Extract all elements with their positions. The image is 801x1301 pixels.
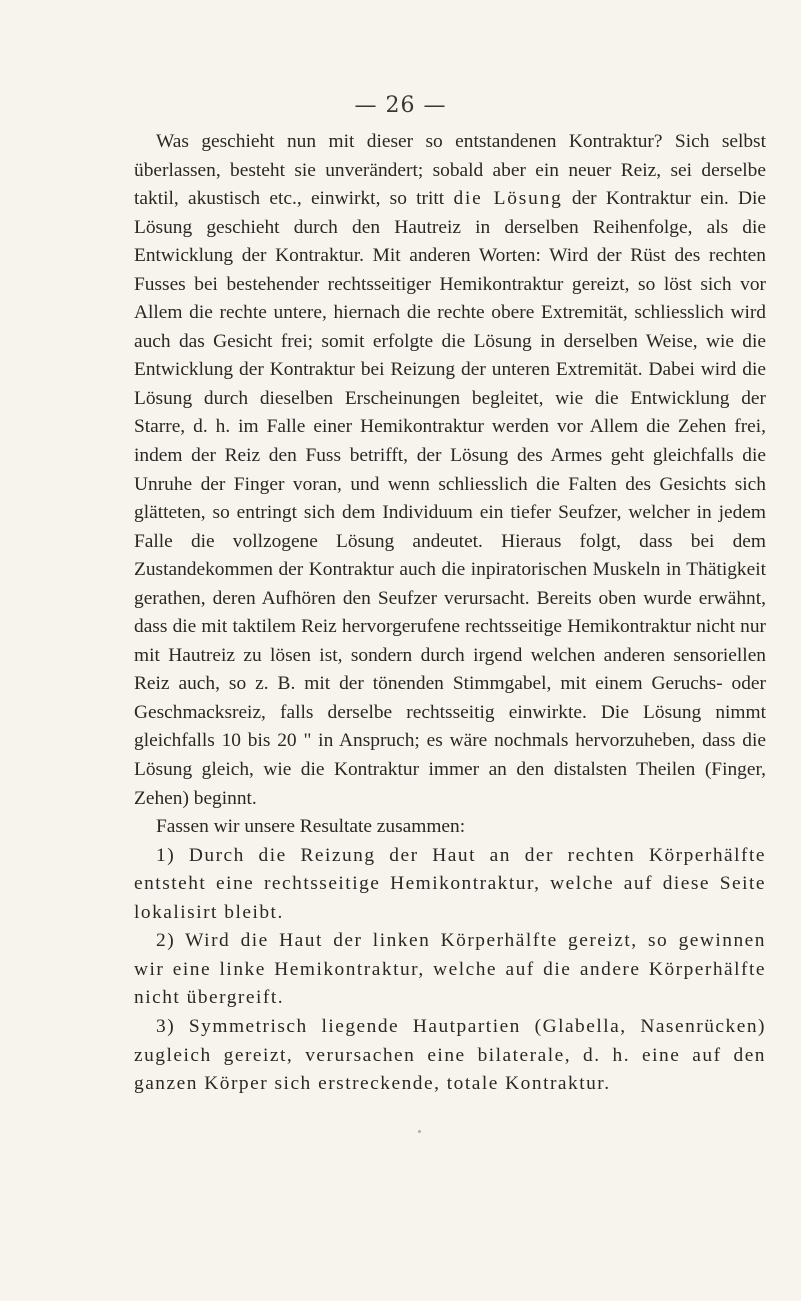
paragraph-text: der Kontraktur ein. Die Lösung geschieht durch den Hautreiz in derselben Reihenfolge, als die Entwicklung der Kontraktur. Mit anderen Worten: Wird der Rüst des rechten Fusses bei bestehender rechtsseitiger Hemikontraktur gereizt, so löst sich vor Allem die rechte untere, hiernach die rechte obere Extremität, schliesslich wird auch das Gesicht frei; somit erfolgte die Lösung in derselben Weise, wie die Entwicklung der Kontraktur bei Reizung der unteren Extremität. Dabei wird die Lösung durch dieselben Erscheinungen begleitet, wie die Entwicklung der Starre, d. h. im Falle einer Hemikontraktur werden vor Allem die Zehen frei, indem der Reiz den Fuss betrifft, der Lösung des Armes geht gleichfalls die Unruhe der Finger voran, und wenn schliesslich die Falten des Gesichts sich glätteten, so entringt sich dem Individuum ein tiefer Seufzer, welcher in jedem Falle die vollzogene Lösung andeutet. Hieraus folgt, dass bei dem Zustandekommen der Kontraktur auch die inpiratorischen Muskeln in Thätigkeit gerathen, deren Aufhören den Seufzer verursacht. Bereits oben wurde erwähnt, dass die mit taktilem Reiz hervorgerufene rechtsseitige Hemikontraktur nicht nur mit Hautreiz zu lösen ist, sondern durch irgend welchen anderen sensoriellen Reiz auch, so z. B. mit der tönenden Stimmgabel, mit einem Geruchs- oder Geschmacksreiz, falls derselbe rechtsseitig einwirkte. Die Lösung nimmt gleichfalls 10 bis 20 " in Anspruch; es wäre nochmals hervorzuheben, dass die Lösung gleich, wie die Kontraktur immer an den distalsten Theilen (Finger, Zehen) beginnt.	[134, 188, 766, 809]
result-item-2: 2) Wird die Haut der linken Körperhälfte gereizt, so gewinnen wir eine linke Hemikontraktur, welche auf die andere Körperhälfte nicht übergreift.	[134, 930, 766, 1009]
paragraph-text: Fassen wir unsere Resultate zusammen:	[156, 816, 466, 838]
result-item-1: 1) Durch die Reizung der Haut an der rechten Körperhälfte entsteht eine rechtsseitige Hemikontraktur, welche auf diese Seite lokalisirt bleibt.	[134, 844, 766, 923]
page-number: — 26 —	[354, 93, 447, 118]
paragraph-text: Was geschieht nun mit dieser so entstandenen Kontraktur? Sich selbst überlassen, besteht sie unverändert; sobald aber ein neuer Reiz, sei derselbe taktil, akustisch etc., einwirkt, so tritt	[134, 131, 766, 210]
ink-speck	[418, 1130, 421, 1133]
paragraph-lysis	[134, 128, 766, 813]
body-text	[134, 128, 766, 1099]
paragraph-summary-intro	[134, 813, 766, 842]
emphasized-text: die Lösung	[453, 188, 563, 210]
result-item-3: 3) Symmetrisch liegende Hautpartien (Glabella, Nasenrücken) zugleich gereizt, verursachen eine bilaterale, d. h. eine auf den ganzen Körper sich erstreckende, totale Kontraktur.	[134, 1015, 766, 1095]
